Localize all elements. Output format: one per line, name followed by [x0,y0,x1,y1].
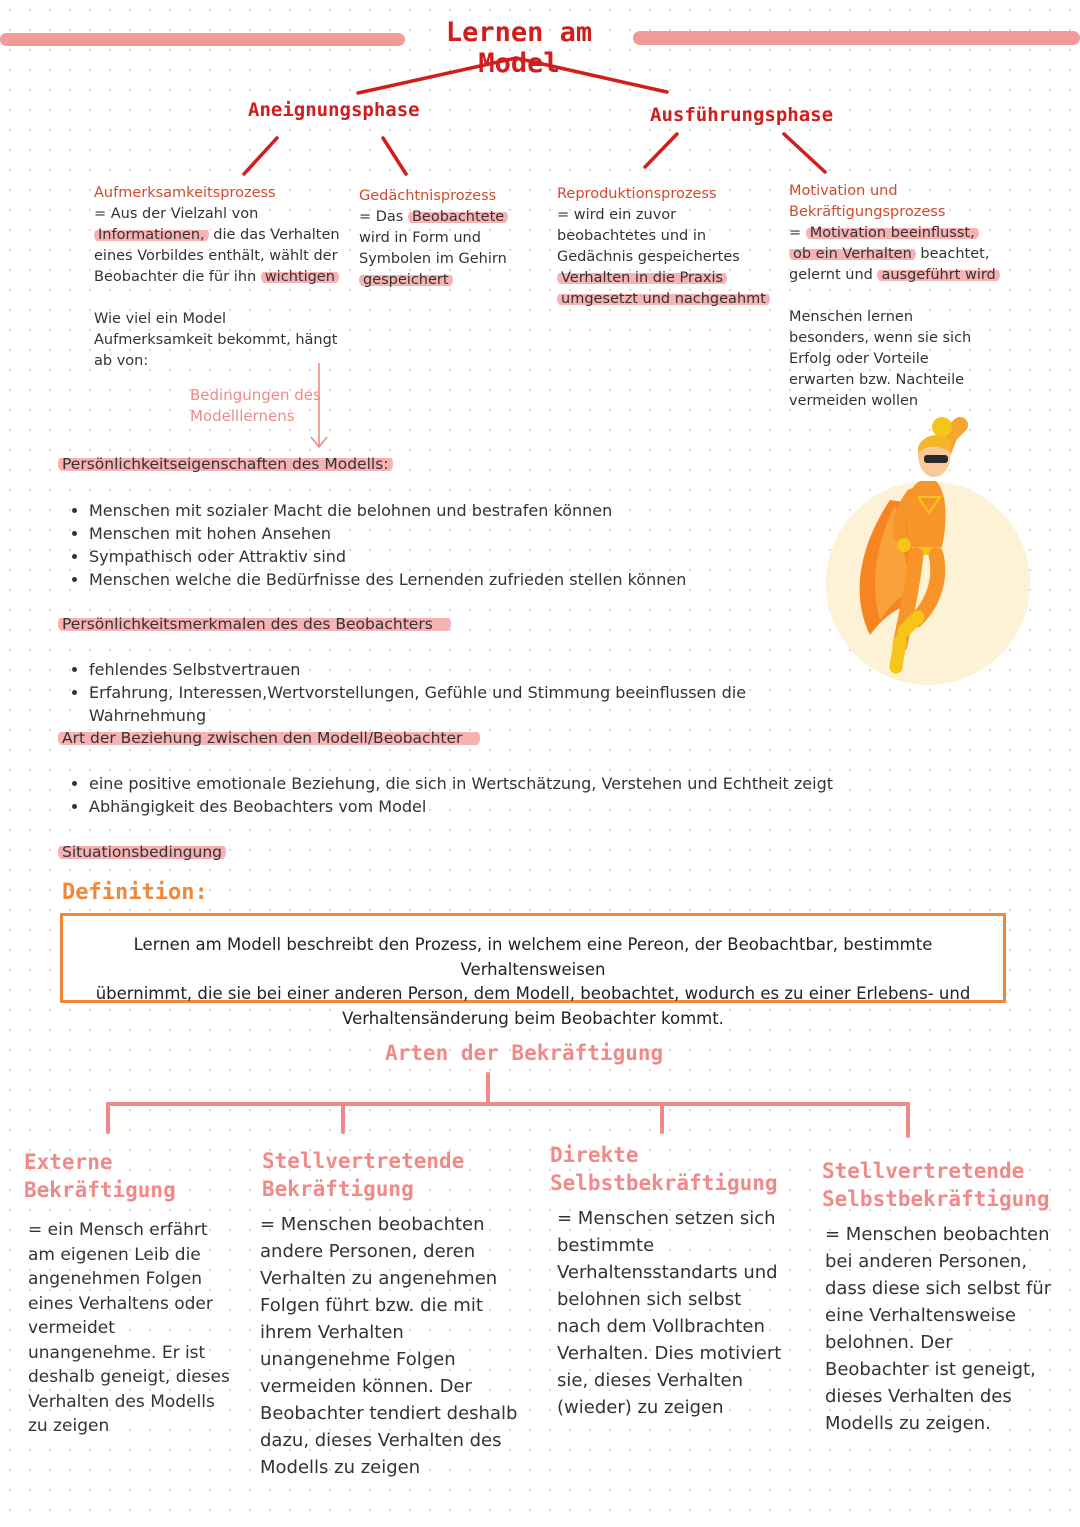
conditions-label: Bedingungen des Modelllernens [190,386,321,425]
list-item: • Erfahrung, Interessen,Wertvorstellungen, Gefühle und Stimmung beeinflussen die Wahrnehmung [89,681,849,727]
list-item: • Menschen mit hohen Ansehen [89,522,829,545]
process-title: Reproduktionsprozess [557,186,717,202]
art-externe: Externe Bekräftigung = ein Mensch erfährt am eigenen Leib die angenehmen Folgen eines Verhaltens oder vermeidet unangenehme. Er ist deshalb geneigt, dieses Verhalten des Modells zu zeigen [24,1150,230,1436]
section-heading: Situationsbedingung [58,843,226,861]
process-title: Gedächtnisprozess [359,188,497,204]
page-title: Lernen am Model [445,17,593,79]
definition-label: Definition: [62,880,208,905]
section-heading: Persönlichkeitsmerkmalen des des Beobachters [58,615,451,633]
art-direkte-selbstbekraeftigung: Direkte Selbstbekräftigung = Menschen setzen sich bestimmte Verhaltensstandarts und belohnen sich selbst nach dem Vollbrachten Verhalten. Dies motiviert sie, dieses Verhalten (wieder) zu zeigen [550,1143,782,1418]
process-aufmerksamkeit: Aufmerksamkeitsprozess = Aus der Vielzahl von Informationen, die das Verhalten eines Vorbildes enthält, wählt der Beobachter die für ihn wichtigen Wie viel ein Model Aufmerksamkeit bekommt, hängt ab von: [94,183,344,372]
bullet-list [61,499,829,591]
list-item: • Menschen welche die Bedürfnisse des Lernenden zufrieden stellen können [89,568,829,591]
bullet-list [61,658,849,727]
definition-box: Lernen am Modell beschreibt den Prozess, in welchem eine Pereon, der Beobachtbar, bestimmte Verhaltensweisen übernimmt, die sie bei einer anderen Person, dem Modell, beobachtet, wodurch es zu einer Erlebens- und Verhaltensänderung beim Beobachter kommt. [60,913,1006,1003]
list-item: • Sympathisch oder Attraktiv sind [89,545,829,568]
arten-tree-lines [0,1070,1080,1145]
art-stellvertretende-bekraeftigung: Stellvertretende Bekräftigung = Menschen beobachten andere Personen, deren Verhalten zu angenehmen Folgen führt bzw. die mit ihrem Verhalten unangenehme Folgen vermeiden können. Der Beobachter tendiert deshalb dazu, dieses Verhalten des Modells zu zeigen [260,1149,518,1478]
phase-ausfuehrung: Ausführungsphase [650,104,834,126]
process-title: Motivation und [789,183,898,199]
list-item: • Abhängigkeit des Beobachters vom Model [89,795,849,818]
process-motivation: Motivation und Bekräftigungsprozess = Motivation beeinflusst, ob ein Verhalten beachtet, gelernt und ausgeführt wird Menschen lernen besonders, wenn sie sich Erfolg oder Vorteile erwarten bzw. Nachteile vermeiden wollen [789,181,1019,412]
process-gedaechtnis: Gedächtnisprozess = Das Beobachtete wird in Form und Symbolen im Gehirn gespeichert [359,186,539,291]
phase-aneignung: Aneignungsphase [248,99,420,121]
list-item: • Menschen mit sozialer Macht die belohnen und bestrafen können [89,499,829,522]
section-heading: Persönlichkeitseigenschaften des Modells: [58,455,393,473]
list-item: • eine positive emotionale Beziehung, die sich in Wertschätzung, Verstehen und Echtheit zeigt [89,772,849,795]
bullet-list [61,772,849,818]
superhero-illustration [820,405,1040,695]
process-reproduktion: Reproduktionsprozess = wird ein zuvor beobachtetes und in Gedächnis gespeichertes Verhalten in die Praxis umgesetzt und nachgeahmt [557,184,777,310]
art-stellvertretende-selbstbekraeftigung: Stellvertretende Selbstbekräftigung = Menschen beobachten bei anderen Personen, dass diese sich selbst für eine Verhaltensweise belohnen. Der Beobachter ist geneigt, dieses Verhalten des Modells zu zeigen. [822,1159,1052,1434]
process-title: Aufmerksamkeitsprozess [94,185,276,201]
arten-title: Arten der Bekräftigung [385,1041,664,1065]
list-item: • fehlendes Selbstvertrauen [89,658,849,681]
section-heading: Art der Beziehung zwischen den Modell/Beobachter [58,729,480,747]
